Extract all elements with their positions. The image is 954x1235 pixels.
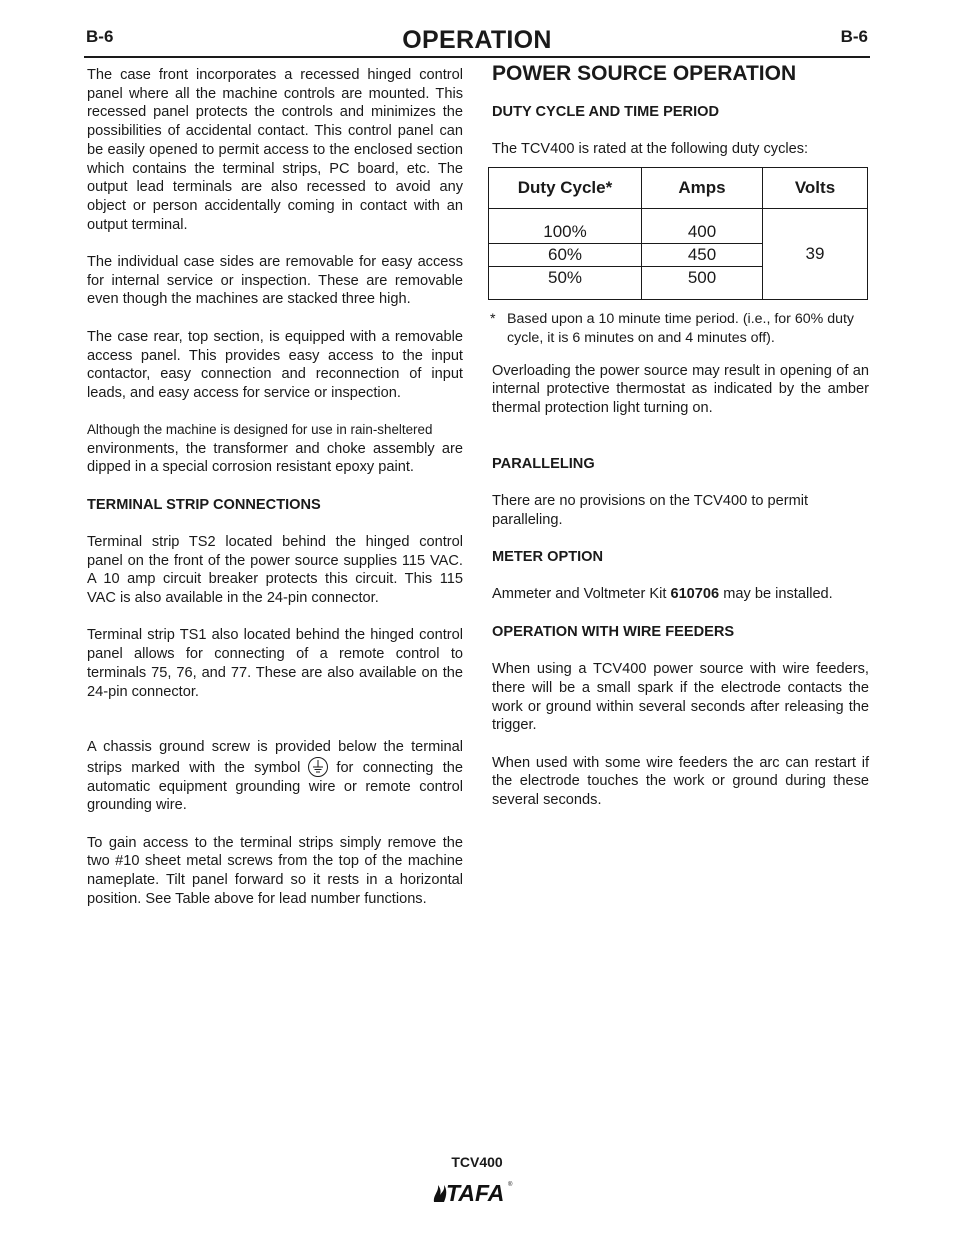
power-source-operation-title: POWER SOURCE OPERATION: [492, 62, 797, 85]
header-rule: [84, 56, 870, 58]
left-column: [87, 66, 463, 927]
case-sides-paragraph: The individual case sides are removable for easy access for internal service or inspection. These are removable even though the machines are stacked three high.: [87, 254, 463, 308]
chassis-ground-paragraph: [87, 738, 463, 815]
paralleling-paragraph: There are no provisions on the TCV400 to permit paralleling.: [492, 493, 809, 528]
duty-cycle-footnote: [492, 310, 869, 347]
duty-cycle-header: Duty Cycle*: [489, 168, 642, 209]
duty-cycle-table: [488, 167, 868, 300]
page-number-left: B-6: [86, 27, 114, 46]
table-row: [489, 209, 868, 244]
footnote-star: *: [490, 311, 496, 328]
page-number-right: B-6: [840, 27, 868, 46]
rain-sheltered-paragraph: [87, 421, 463, 477]
wire-feeders-paragraph-2: When used with some wire feeders the arc can restart if the electrode touches the work or ground during these several seconds.: [492, 754, 869, 809]
duty-cell: 50%: [489, 267, 642, 300]
meter-option-heading: METER OPTION: [492, 549, 604, 566]
chassis-ground-text-a: A chassis ground screw is provided below the terminal strips marked with the symbol: [87, 739, 463, 776]
meter-text-b: may be installed.: [723, 586, 833, 603]
paralleling-heading: PARALLELING: [492, 455, 595, 472]
ground-icon: [308, 757, 328, 777]
access-terminal-paragraph: To gain access to the terminal strips simply remove the two #10 sheet metal screws from the top of the machine nameplate. Tilt panel forward so it rests in a horizontal position. See Table above for lead number functions.: [87, 834, 463, 907]
amps-cell: 450: [642, 244, 763, 267]
rated-paragraph: The TCV400 is rated at the following duty cycles:: [492, 141, 809, 158]
wire-feeders-heading: OPERATION WITH WIRE FEEDERS: [492, 623, 735, 640]
footnote-text: Based upon a 10 minute time period. (i.e., for 60% duty cycle, it is 6 minutes on and 4 minutes off).: [507, 311, 855, 346]
terminal-strip-heading: TERMINAL STRIP CONNECTIONS: [87, 496, 321, 513]
table-header-row: [489, 168, 868, 209]
rain-sheltered-small-text: Although the machine is designed for use in rain-sheltered: [87, 422, 433, 438]
volts-cell: 39: [763, 209, 868, 300]
amps-cell: 400: [642, 209, 763, 244]
logo-registered-mark: ®: [508, 1182, 513, 1188]
meter-text-a: Ammeter and Voltmeter Kit: [492, 586, 667, 603]
wire-feeders-paragraph-1: When using a TCV400 power source with wire feeders, there will be a small spark if the electrode contacts the work or ground within several seconds after releasing the trigger.: [492, 661, 869, 734]
right-column: [490, 62, 869, 829]
flame-logo-icon: [432, 1176, 514, 1204]
case-front-paragraph: The case front incorporates a recessed hinged control panel where all the machine controls are mounted. This recessed panel protects the controls and minimizes the possibilities of accidental contact. This control panel can be easily opened to permit access to the enclosed section which contains the terminal strips, PC board, etc. The output lead terminals are also recessed to avoid any object or person accidentally coming in contact with an output terminal.: [87, 67, 463, 233]
chassis-ground-text-b: for connecting the automatic equipment grounding wire or remote control grounding wire.: [87, 759, 463, 814]
rain-sheltered-text: environments, the transformer and choke assembly are dipped in a special corrosion resistant epoxy paint.: [87, 440, 463, 476]
logo-text: TAFA: [446, 1180, 505, 1204]
meter-kit-number: 610706: [670, 586, 720, 603]
overload-paragraph: Overloading the power source may result in opening of an internal protective thermostat as indicated by the amber thermal protection light turning on.: [492, 362, 869, 416]
page-title: OPERATION: [402, 26, 552, 54]
ts1-paragraph: Terminal strip TS1 also located behind the hinged control panel allows for connecting of a remote control to terminals 75, 76, and 77. These are also available on the 24-pin connector.: [87, 627, 463, 700]
duty-cell: 60%: [489, 244, 642, 267]
amps-cell: 500: [642, 267, 763, 300]
ts2-paragraph: Terminal strip TS2 located behind the hinged control panel on the front of the power source supplies 115 VAC. A 10 amp circuit breaker protects this circuit. This 115 VAC is also available in the 24-pin connector.: [87, 533, 463, 606]
amps-header: Amps: [642, 168, 763, 209]
case-rear-paragraph: The case rear, top section, is equipped with a removable access panel. This provides easy access to the input contactor, easy connection and reconnection of input leads, and easy access for service or inspection.: [87, 328, 463, 401]
volts-header: Volts: [763, 168, 868, 209]
duty-cell: 100%: [489, 209, 642, 244]
duty-cycle-heading: DUTY CYCLE AND TIME PERIOD: [492, 104, 720, 120]
footer-model: TCV400: [451, 1154, 503, 1170]
meter-option-paragraph: [492, 585, 869, 604]
